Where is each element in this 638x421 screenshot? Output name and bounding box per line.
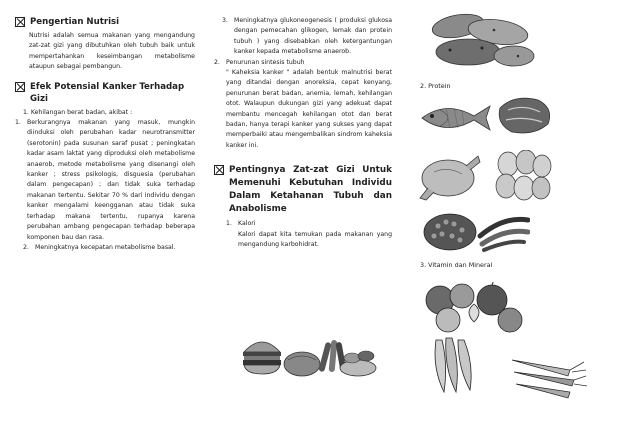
list-number: 1. <box>226 220 232 228</box>
list-intro: 1. Kehilangan berat badan, akibat : <box>23 108 133 116</box>
list-item-penurunan <box>214 58 392 152</box>
list-text: " Kaheksia kanker " adalah bentuk malnutrisi berat yang ditandai dengan anoreksia, cepat kenyang, penurunan berat badan, anemia, lemah, kehilangan otot. Walaupun dukungan gizi yang adekuat dapat membantu mencegah kehilangan otot dan berat badan, hanya terapi kanker yang sukses yang dapat memperbaiki atau mengembalikan sindrom kaheksia kanker ini. <box>226 69 392 149</box>
meat-illustration <box>494 92 556 138</box>
list-title: Kalori <box>238 220 256 228</box>
checkbox-bullet-icon <box>214 165 224 175</box>
paragraph-pengertian: Nutrisi adalah semua makanan yang mengandung zat-zat gizi yang dibutuhkan oleh tubuh baik untuk mempertahankan keseimbangan metabolisme ataupun sebagai pembangun. <box>29 32 195 71</box>
list-item-1 <box>15 118 195 243</box>
vitamin-mineral-label: 3. Vitamin dan Mineral <box>420 261 493 269</box>
list-item-2 <box>15 243 195 253</box>
list-text: Kalori dapat kita temukan pada makanan yang mengandung karbohidrat. <box>238 230 392 249</box>
heading-text: Pengertian Nutrisi <box>30 17 120 27</box>
fish-illustration <box>416 96 496 140</box>
heading-efek-potensial <box>15 81 195 105</box>
banana-illustration <box>430 334 478 396</box>
eggs-illustration <box>494 150 552 202</box>
list-item-kalori <box>214 219 392 250</box>
carrot-illustration <box>508 350 588 400</box>
potato-illustration <box>428 6 538 74</box>
list-item-3 <box>214 16 392 58</box>
list-number: 3. <box>222 17 228 24</box>
heading-pengertian-nutrisi <box>15 16 195 28</box>
list-text: Meningkatnya glukoneogenesis ( produksi glukosa dengan pemecahan glikogen, lemak dan protein tubuh ) yang disebabkan oleh ketergantungan kanker kepada metabolisme anaerob. <box>234 17 392 56</box>
column-left <box>15 16 195 253</box>
heading-text: Pentingnya Zat-zat Gizi Untuk Memenuhi Kebutuhan Individu Dalam Ketahanan Tubuh dan Anabolisme <box>229 165 392 215</box>
fruit-illustration <box>418 282 528 334</box>
list-number: 1. <box>15 119 21 127</box>
chicken-illustration <box>418 150 482 202</box>
checkbox-bullet-icon <box>15 82 25 92</box>
protein-label: 2. Protein <box>420 82 451 90</box>
list-number: 2. <box>23 243 29 251</box>
list-text: Meningkatnya kecepatan metabolisme basal. <box>35 243 176 251</box>
checkbox-bullet-icon <box>15 17 25 27</box>
list-text: Berkurangnya makanan yang masuk, mungkin diinduksi oleh perubahan kadar neurotransmitter (serotonin) pada susunan saraf pusat ; peningkatan kadar asam laktat yang diproduksi oleh metabolisme anaerob, metode metabolisme yang disenangi oleh kanker ; stress psikologis, disguesia (perubahan dalam pengecapan) ; dan tidak suka terhadap makanan tertentu. Sekitar 70 % dari individu dengan kanker mengalami keengganan atau tidak suka terhadap makana tertentu, rupanya karena perubahan ambang pengecapan terhadap beberapa komponen bau dan rasa. <box>27 119 195 241</box>
beans-illustration <box>420 206 530 254</box>
column-middle <box>214 16 392 251</box>
carbohydrate-food-illustration <box>240 328 380 384</box>
heading-pentingnya-zat-gizi <box>214 164 392 216</box>
list-title: Penurunan sintesis tubuh <box>226 58 305 66</box>
list-number: 2. <box>214 58 220 66</box>
heading-text: Efek Potensial Kanker Terhadap Gizi <box>30 81 185 104</box>
